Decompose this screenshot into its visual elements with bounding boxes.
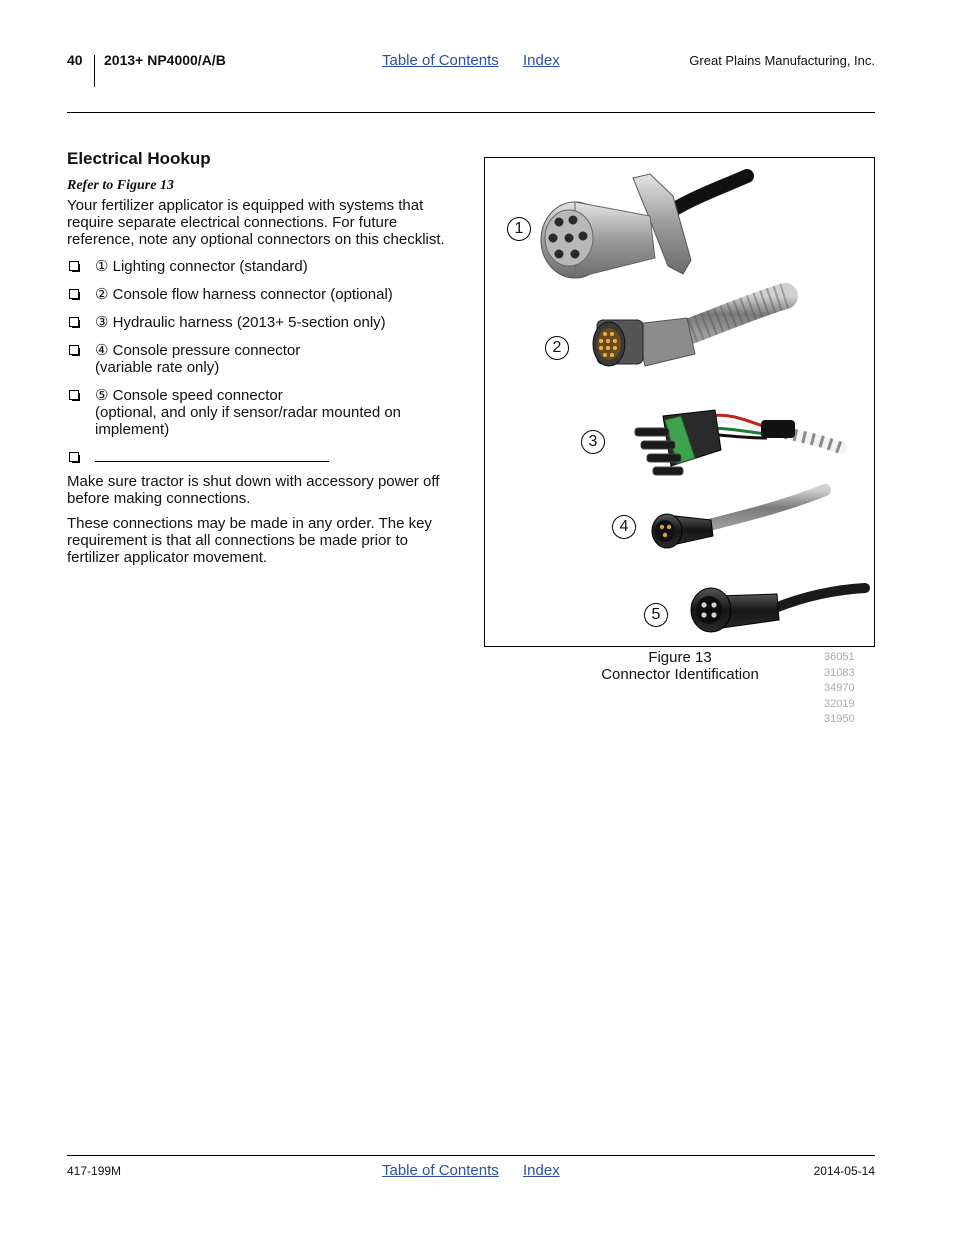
callout-2: 2 [545, 336, 569, 360]
checklist-item-blank [67, 449, 467, 466]
pressure-connector-image [652, 490, 825, 548]
checkbox-icon [69, 452, 79, 462]
header-divider [94, 55, 95, 87]
speed-connector-image [691, 588, 865, 632]
item-subtext: (optional, and only if sensor/radar mounted on implement) [95, 404, 402, 438]
connector-figure [484, 157, 875, 647]
section-title: Electrical Hookup [67, 149, 211, 168]
checklist-item [67, 342, 467, 376]
item-number: ① [95, 258, 109, 275]
part-number: 31950 [824, 713, 855, 725]
checkbox-icon [69, 317, 79, 327]
callout-5: 5 [644, 603, 668, 627]
part-number: 34970 [824, 682, 855, 694]
item-text: Lighting connector (standard) [112, 258, 308, 275]
item-text: Hydraulic harness (2013+ 5-section only) [112, 314, 386, 331]
checklist-item [67, 286, 467, 303]
footer-toc-link[interactable]: Table of Contents [382, 1162, 499, 1179]
publication-date: 2014-05-14 [813, 1164, 875, 1178]
checklist-item [67, 258, 467, 275]
checklist-item [67, 387, 467, 438]
figure-caption-text: Connector Identification [601, 666, 759, 683]
item-number: ④ [95, 342, 109, 359]
connector-checklist [67, 258, 467, 477]
order-paragraph: These connections may be made in any order. The key requirement is that all connections be made prior to fertilizer applicator movement. [67, 515, 432, 566]
safety-paragraph: Make sure tractor is shut down with accessory power off before making connections. [67, 473, 440, 507]
company-name: Great Plains Manufacturing, Inc. [689, 53, 875, 68]
footer-rule [67, 1155, 875, 1156]
part-numbers [824, 650, 855, 728]
item-text: Console speed connector [112, 387, 283, 404]
blank-write-in-line [95, 449, 329, 462]
item-text: Console flow harness connector (optional) [112, 286, 393, 303]
checklist-item [67, 314, 467, 331]
checkbox-icon [69, 390, 79, 400]
callout-4: 4 [612, 515, 636, 539]
lighting-connector-image [541, 174, 747, 278]
item-subtext: (variable rate only) [95, 359, 220, 376]
header-index-link[interactable]: Index [523, 52, 560, 69]
part-number: 36051 [824, 651, 855, 663]
document-number: 417-199M [67, 1164, 122, 1178]
item-number: ⑤ [95, 387, 109, 404]
intro-paragraph: Your fertilizer applicator is equipped with systems that require separate electrical connections. For future reference, note any optional connectors on this checklist. [67, 197, 445, 248]
footer-index-link[interactable]: Index [523, 1162, 560, 1179]
figure-caption-title: Figure 13 [648, 649, 712, 666]
checkbox-icon [69, 345, 79, 355]
item-text: Console pressure connector [112, 342, 301, 359]
header-toc-link[interactable]: Table of Contents [382, 52, 499, 69]
hydraulic-harness-connector-image [635, 410, 841, 475]
callout-3: 3 [581, 430, 605, 454]
part-number: 32019 [824, 697, 855, 710]
model-title: 2013+ NP4000/A/B [104, 52, 226, 68]
part-number: 31083 [824, 666, 855, 679]
flow-harness-connector-image [593, 296, 785, 366]
checkbox-icon [69, 289, 79, 299]
item-number: ② [95, 286, 109, 303]
header-rule [67, 112, 875, 113]
callout-1: 1 [507, 217, 531, 241]
checkbox-icon [69, 261, 79, 271]
item-number: ③ [95, 314, 109, 331]
page-number: 40 [67, 52, 83, 68]
figure-reference: Refer to Figure 13 [67, 178, 174, 193]
connector-illustration [485, 158, 874, 646]
